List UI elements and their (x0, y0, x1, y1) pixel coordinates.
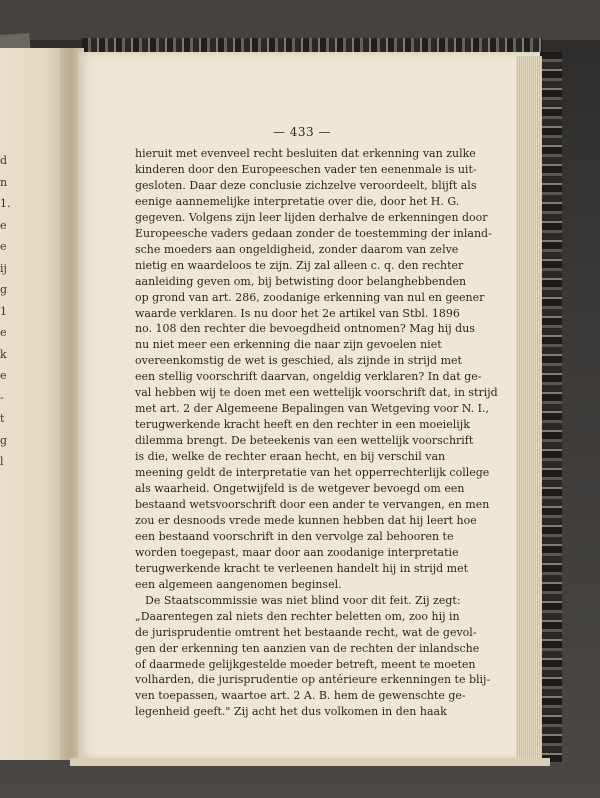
page-header (0, 125, 600, 139)
marbled-edge-top (82, 38, 542, 52)
left-page-fragment: d (0, 154, 8, 167)
text-line: kinderen door den Europeeschen vader ten eenenmale is uit- (135, 162, 477, 176)
page-bottom-edge (70, 758, 550, 766)
text-line: volharden, die jurisprudentie op antérieure erkenningen te blij- (135, 673, 491, 687)
body-text (135, 146, 498, 720)
left-page-text-fragments (0, 150, 10, 473)
text-line: gesloten. Daar deze conclusie zichzelve veroordeelt, blijft als (135, 178, 477, 192)
page-number: — 433 — (272, 125, 332, 139)
left-page-fragment: e (0, 369, 7, 382)
text-line: waarde verklaren. Is nu door het 2e artikel van Stbl. 1896 (135, 306, 460, 320)
text-line: hieruit met evenveel recht besluiten dat erkenning van zulke (135, 147, 476, 160)
left-page-fragment: - (0, 390, 4, 404)
left-page-fragment: l (0, 455, 4, 468)
text-line: een stellig voorschrift daarvan, ongeldig verklaren? In dat ge- (135, 370, 482, 384)
text-line: op grond van art. 286, zoodanige erkenning van nul en geener (135, 290, 485, 304)
text-line: nu niet meer een erkenning die naar zijn gevoelen niet (135, 338, 442, 352)
text-line: een bestaand voorschrift in den vervolge zal behooren te (135, 529, 454, 543)
text-line: bestaand wetsvoorschrift door een ander te vervangen, en men (135, 497, 490, 511)
text-line: gegeven. Volgens zijn leer lijden derhalve de erkenningen door (135, 210, 488, 224)
left-page-fragment: g (0, 433, 8, 447)
text-line: zou er desnoods vrede mede kunnen hebben dat hij leert hoe (135, 513, 477, 527)
left-page-fragment: e (0, 240, 7, 253)
left-page-fragment: 1. (0, 197, 11, 210)
text-line: meening geldt de interpretatie van het opperrechterlijk college (135, 466, 490, 480)
text-line: als waarheid. Ongetwijfeld is de wetgever bevoegd om een (135, 482, 465, 496)
text-line: terugwerkende kracht heeft en den rechter in een moeielijk (135, 418, 470, 432)
marbled-edge-right (540, 52, 562, 762)
left-page-fragment: t (0, 412, 5, 425)
left-page-fragment: 1 (0, 304, 7, 318)
text-line: of daarmede gelijkgestelde moeder betreft, meent te moeten (135, 657, 476, 671)
text-line: no. 108 den rechter die bevoegdheid ontnomen? Mag hij dus (135, 322, 475, 336)
text-line: nietig en waardeloos te zijn. Zij zal alleen c. q. den rechter (135, 258, 464, 272)
left-page-fragment: n (0, 175, 8, 189)
text-line: de jurisprudentie omtrent het bestaande recht, wat de gevol- (135, 625, 477, 639)
left-page-fragment: g (0, 283, 8, 296)
text-line: val hebben wij te doen met een wettelijk voorschrift dat, in strijd (135, 386, 498, 400)
text-line: legenheid geeft." Zij acht het dus volkomen in den haak (135, 705, 447, 719)
text-line: overeenkomstig de wet is geschied, als zijnde in strijd met (135, 354, 462, 368)
left-page-fragment: e (0, 218, 7, 232)
page-edges (516, 56, 542, 762)
text-line: sche moeders aan ongeldigheid, zonder daarom van zelve (135, 242, 459, 256)
text-line: De Staatscommissie was niet blind voor dit feit. Zij zegt: (145, 593, 461, 607)
left-page-fragment: ij (0, 261, 7, 275)
left-page-fragment: k (0, 347, 7, 361)
text-line: terugwerkende kracht te verleenen handelt hij in strijd met (135, 561, 469, 575)
text-line: ven toepassen, waartoe art. 2 A. B. hem de gewenschte ge- (135, 689, 466, 703)
text-line: eenige aannemelijke interpretatie over die, door het H. G. (135, 194, 460, 208)
text-line: dilemma brengt. De beteekenis van een wettelijk voorschrift (135, 434, 474, 448)
text-line: is die, welke de rechter eraan hecht, en bij verschil van (135, 450, 446, 464)
text-line: met art. 2 der Algemeene Bepalingen van Wetgeving voor N. I., (135, 402, 489, 416)
text-line: een algemeen aangenomen beginsel. (135, 577, 342, 591)
text-line: Europeesche vaders gedaan zonder de toestemming der inland- (135, 226, 492, 240)
text-line: „Daarentegen zal niets den rechter beletten om, zoo hij in (135, 609, 460, 623)
text-line: worden toegepast, maar door aan zoodanige interpretatie (135, 545, 459, 559)
text-line: gen der erkenning ten aanzien van de rechten der inlandsche (135, 641, 480, 655)
book-cover-top (0, 0, 600, 40)
left-page-fragment: e (0, 326, 7, 339)
text-line: aanleiding geven om, bij betwisting door belanghebbenden (135, 274, 467, 288)
